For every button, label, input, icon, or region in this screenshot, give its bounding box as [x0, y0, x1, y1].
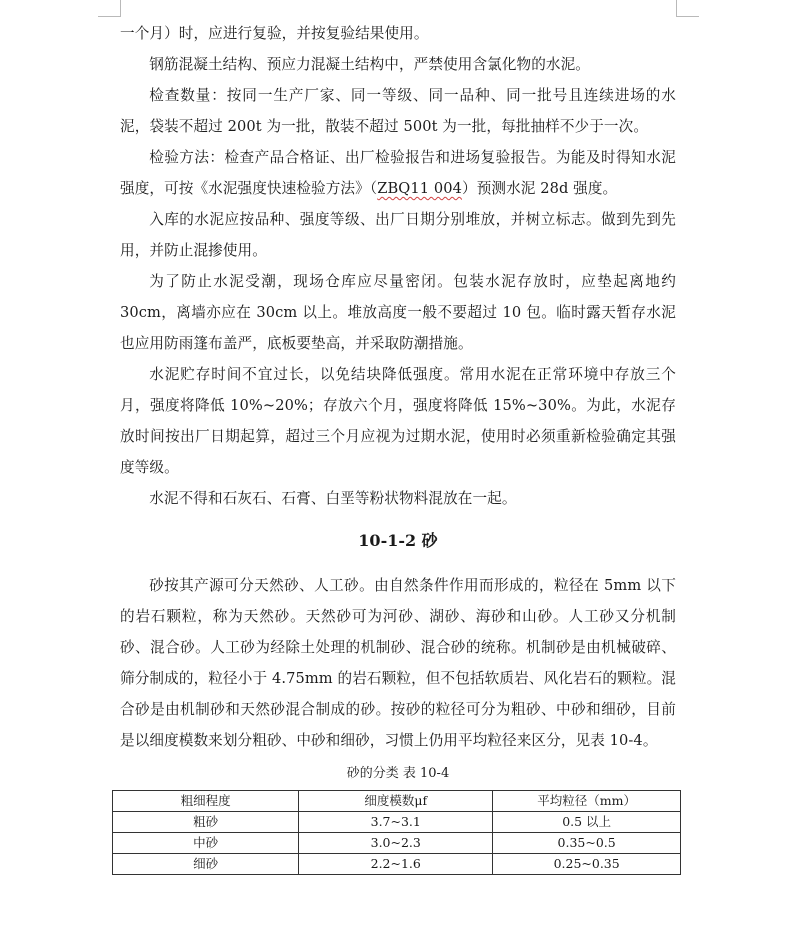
table-cell: 粗砂	[113, 812, 299, 833]
header-coarseness: 粗细程度	[113, 791, 299, 812]
table-cell: 0.35~0.5	[493, 833, 681, 854]
table-cell: 3.0~2.3	[299, 833, 493, 854]
table-caption: 砂的分类 表 10-4	[346, 766, 450, 781]
section-heading-sand: 10-1-2 砂	[358, 531, 438, 550]
standard-code: ZBQ11 004	[377, 180, 462, 197]
paragraph-retest: 一个月）时，应进行复验，并按复验结果使用。	[120, 25, 429, 42]
paragraph-inspection-quantity: 检查数量：按同一生产厂家、同一等级、同一品种、同一批号且连续进场的水泥，袋装不超过 200t 为一批，散装不超过 500t 为一批，每批抽样不少于一次。	[120, 87, 676, 135]
table-row	[113, 812, 681, 833]
inspection-text-before: 检验方法：检查产品合格证、出厂检验报告和进场复验报告。为能及时得知水泥强度，可按《水泥强度快速检验方法》（	[120, 149, 676, 197]
paragraph-storage-time: 水泥贮存时间不宜过长，以免结块降低强度。常用水泥在正常环境中存放三个月，强度将降低 10%~20%；存放六个月，强度将降低 15%~30%。为此，水泥存放时间按出厂日期起算，超过三个月应视为过期水泥，使用时必须重新检验确定其强度等级。	[120, 366, 676, 476]
table-cell: 中砂	[113, 833, 299, 854]
page-corner-mark-right	[676, 0, 699, 17]
table-header-row	[113, 791, 681, 812]
paragraph-inspection-method	[120, 142, 676, 204]
table-cell: 0.5 以上	[493, 812, 681, 833]
inspection-text-after: ）预测水泥 28d 强度。	[462, 180, 618, 197]
table-cell: 细砂	[113, 854, 299, 875]
page-corner-mark-left	[98, 0, 121, 17]
table-cell: 3.7~3.1	[299, 812, 493, 833]
header-avg-particle-size: 平均粒径（mm）	[493, 791, 681, 812]
table-row	[113, 833, 681, 854]
paragraph-chloride: 钢筋混凝土结构、预应力混凝土结构中，严禁使用含氯化物的水泥。	[149, 56, 591, 73]
paragraph-moisture: 为了防止水泥受潮，现场仓库应尽量密闭。包装水泥存放时，应垫起离地约 30cm，离墙亦应在 30cm 以上。堆放高度一般不要超过 10 包。临时露天暂存水泥也应用防雨篷布盖严，底板要垫高，并采取防潮措施。	[120, 273, 676, 352]
paragraph-no-mixing: 水泥不得和石灰石、石膏、白垩等粉状物料混放在一起。	[149, 490, 517, 507]
header-fineness-modulus: 细度模数μf	[299, 791, 493, 812]
paragraph-sand: 砂按其产源可分天然砂、人工砂。由自然条件作用而形成的，粒径在 5mm 以下的岩石颗粒，称为天然砂。天然砂可为河砂、湖砂、海砂和山砂。人工砂又分机制砂、混合砂。人工砂为经除土处理的机制砂、混合砂的统称。机制砂是由机械破碎、筛分制成的，粒径小于 4.75mm 的岩石颗粒，但不包括软质岩、风化岩石的颗粒。混合砂是由机制砂和天然砂混合制成的砂。按砂的粒径可分为粗砂、中砂和细砂，目前是以细度模数来划分粗砂、中砂和细砂，习惯上仍用平均粒径来区分，见表 10-4。	[120, 577, 676, 749]
sand-classification-table	[112, 790, 681, 875]
paragraph-storage: 入库的水泥应按品种、强度等级、出厂日期分别堆放，并树立标志。做到先到先用，并防止混掺使用。	[120, 211, 676, 259]
table-row	[113, 854, 681, 875]
table-cell: 0.25~0.35	[493, 854, 681, 875]
table-cell: 2.2~1.6	[299, 854, 493, 875]
document-body	[120, 18, 676, 875]
